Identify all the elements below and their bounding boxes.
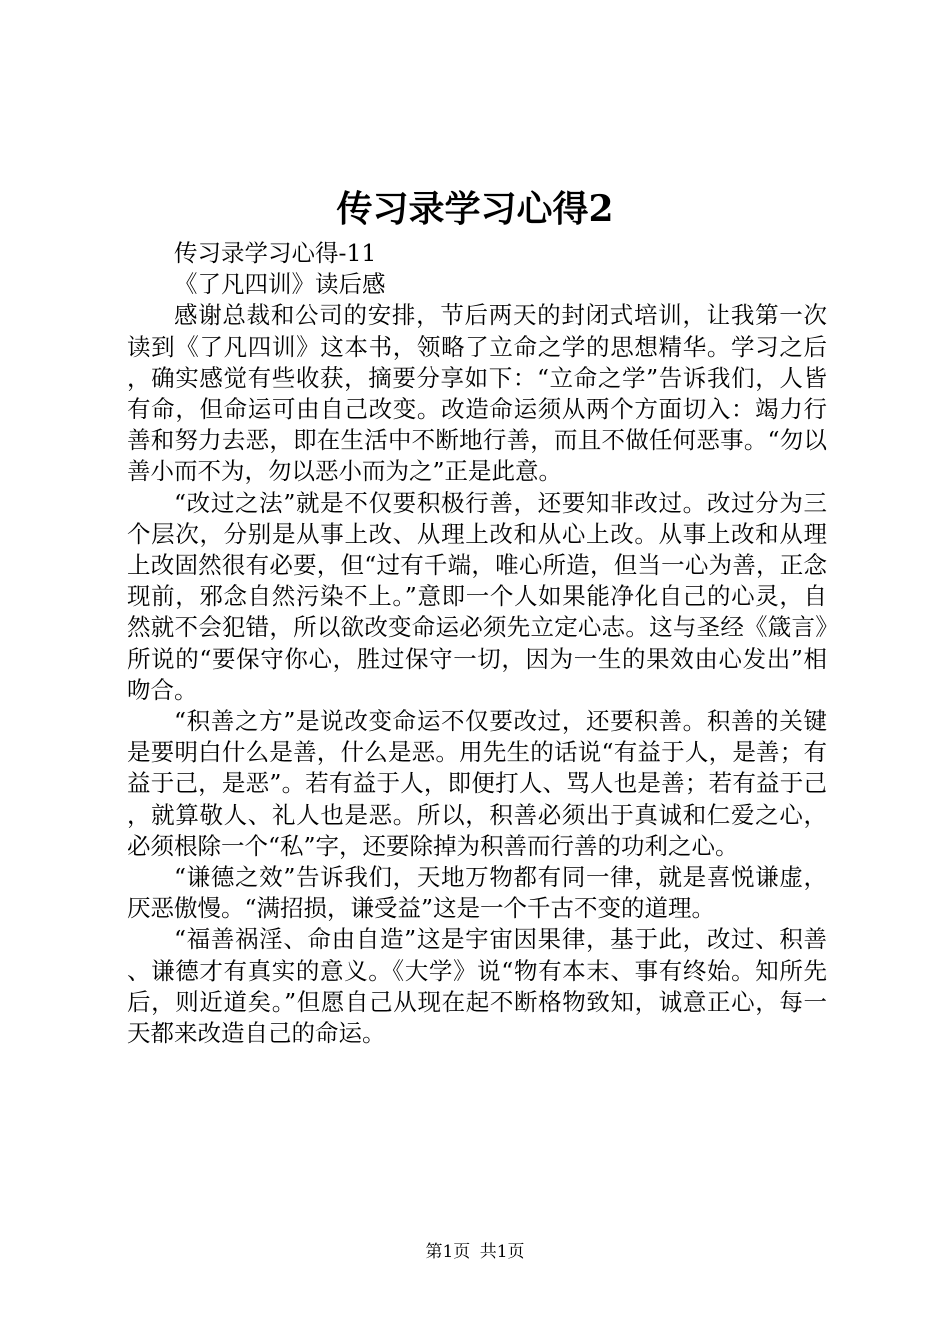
page-number: 第1页 (425, 1242, 471, 1262)
book-heading: 《了凡四训》读后感 (174, 270, 386, 299)
paragraph-correcting-faults: “改过之法”就是不仅要积极行善，还要知非改过。改过分为三个层次，分别是从事上改、从理上改和从心上改。从事上改和从理上改固然很有必要，但“过有千端，唯心所造，但当一心为善，正念现前，邪念自然污染不上。”意即一个人如果能净化自己的心灵，自然就不会犯错，所以欲改变命运必须先立定心志。这与圣经《箴言》所说的“要保守你心，胜过保守一切，因为一生的果效由心发出”相吻合。 (127, 488, 827, 704)
subtitle-line: 传习录学习心得-11 (174, 239, 377, 267)
document-body (127, 238, 827, 1049)
paragraph-conclusion: “福善祸淫、命由自造”这是宇宙因果律，基于此，改过、积善、谦德才有真实的意义。《大学》说“物有本末、事有终始。知所先后，则近道矣。”但愿自己从现在起不断格物致知，诚意正心，每一天都来改造自己的命运。 (127, 925, 827, 1048)
page-footer (0, 1240, 950, 1264)
page-count: 共1页 (479, 1242, 525, 1262)
paragraph-accumulating-goodness: “积善之方”是说改变命运不仅要改过，还要积善。积善的关键是要明白什么是善，什么是恶。用先生的话说“有益于人，是善；有益于己，是恶”。若有益于人，即便打人、骂人也是善；若有益于己，就算敬人、礼人也是恶。所以，积善必须出于真诚和仁爱之心，必须根除一个“私”字，还要除掉为积善而行善的功利之心。 (127, 707, 827, 860)
paragraph-intro: 感谢总裁和公司的安排，节后两天的封闭式培训，让我第一次读到《了凡四训》这本书，领略了立命之学的思想精华。学习之后，确实感觉有些收获，摘要分享如下：“立命之学”告诉我们，人皆有命，但命运可由自己改变。改造命运须从两个方面切入：竭力行善和努力去恶，即在生活中不断地行善，而且不做任何恶事。“勿以善小而不为，勿以恶小而为之”正是此意。 (127, 301, 827, 486)
page-title: 传习录学习心得2 (336, 188, 614, 230)
paragraph-humility: “谦德之效”告诉我们，天地万物都有同一律，就是喜悦谦虚，厌恶傲慢。“满招损，谦受益”这是一个千古不变的道理。 (127, 863, 827, 923)
